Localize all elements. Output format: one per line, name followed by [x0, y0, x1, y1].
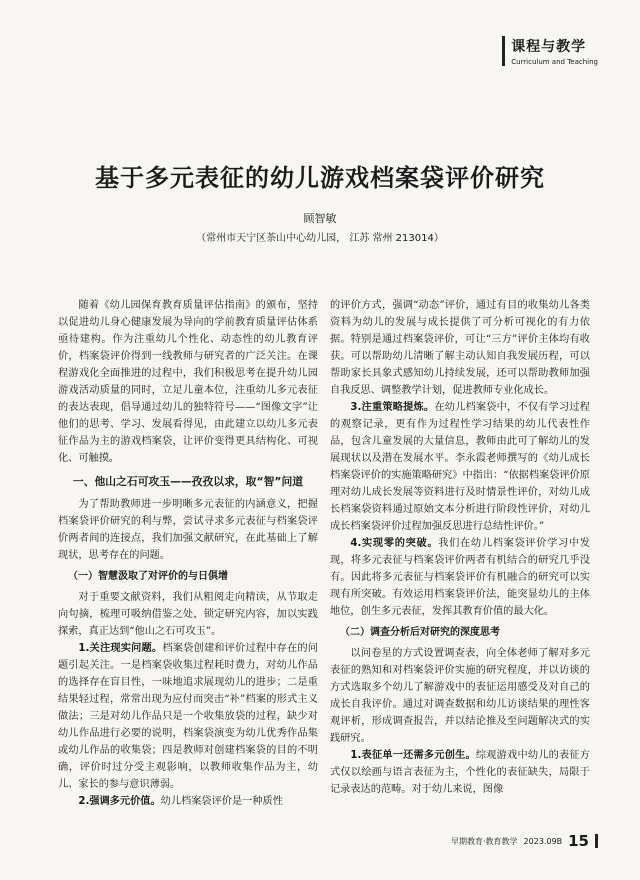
numbered-item-5 [330, 747, 590, 798]
item-lead: 3.注重策略提炼。 [350, 402, 435, 413]
paragraph: 对于重要文献资料，我们从粗阅走向精读，从节取走向句摘，梳理可吸纳借鉴之处，锁定研究内容，加以实践探索，真正达到“他山之石可攻玉”。 [58, 592, 318, 637]
author-affiliation: （常州市天宁区茶山中心幼儿园， 江苏 常州 213014） [196, 233, 444, 244]
item-body: 在幼儿档案袋中，不仅有学习过程的观察记录，更有作为过程性学习结果的幼儿代表性作品，包含儿童发展的大量信息，教师由此可了解幼儿的发展现状以及潜在发展水平。李永霞老师撰写的《幼儿成长档案袋评价的实施策略研究》中指出：“依据档案袋评价原理对幼儿成长发展等资料进行及时情景性评价，对幼儿成长档案袋资料通过原始文本分析进行阶段性评价，对幼儿成长档案袋评价过程加强反思进行总结性评价。” [330, 402, 590, 532]
item-body: 幼儿档案袋评价是一种质性 [160, 796, 283, 807]
subsection-heading-1: （一）智慧汲取了对评价的与日俱增 [68, 571, 228, 582]
item-lead: 2.强调多元价值。 [78, 796, 161, 807]
article-author: 顾智敏 [303, 212, 337, 225]
issue-number: 2023.09B [523, 836, 563, 846]
item-body: 综观游戏中幼儿的表征方式仅以绘画与语言表征为主，个性化的表征缺失，局限于记录表达的范畴。对于幼儿来说，图像 [330, 750, 590, 795]
journal-name: 早期教育·教育教学 [451, 836, 518, 846]
numbered-item-4 [330, 535, 590, 620]
section-name: 课程与教学 [511, 39, 587, 55]
item-body: 我们在幼儿档案袋评价学习中发现，将多元表征与档案袋评价两者有机结合的研究几乎没有。因此将多元表征与档案袋评价有机融合的研究可以实现有所突破。有效运用档案袋评价法，能突显幼儿的主体地位，创生多元表征，发挥其教育价值的最大化。 [330, 538, 590, 617]
section-heading-1: 一、他山之石可攻玉——孜孜以求，取“智”问道 [72, 475, 304, 488]
paragraph: 以问卷星的方式设置调查表，向全体老师了解对多元表征的熟知和对档案袋评价实施的研究程度，并以访谈的方式选取多个幼儿了解游戏中的表征运用感受及对自己的成长自我评价。通过对调查数据和幼儿访谈结果的理性客观评析，形成调查报告，并以结论推及至问题解决式的实践研究。 [330, 648, 590, 744]
section-name-english: Curriculum and Teaching [511, 58, 598, 66]
numbered-item-2 [58, 793, 318, 810]
right-column [330, 297, 590, 798]
left-column [58, 297, 318, 810]
section-tag [502, 36, 598, 66]
page-footer [451, 832, 598, 850]
numbered-item-1 [58, 640, 318, 793]
paragraph-continued: 的评价方式，强调“动态”评价，通过有目的收集幼儿各类资料为幼儿的发展与成长提供了可分析可视化的有力依据。特别是通过档案袋评价，可让“三方”评价主体均有收获。可以帮助幼儿清晰了解主动认知自我发展历程，可以帮助家长具象式感知幼儿持续发展，还可以帮助教师加强自我反思、调整教学计划，促进教师专业化成长。 [330, 300, 590, 396]
footer-bar [595, 834, 598, 848]
item-lead: 4.实现零的突破。 [350, 538, 439, 549]
article-title: 基于多元表征的幼儿游戏档案袋评价研究 [95, 164, 545, 192]
item-lead: 1.关注现实问题。 [78, 643, 163, 654]
item-lead: 1.表征单一还需多元创生。 [350, 750, 476, 761]
numbered-item-3 [330, 399, 590, 535]
item-body: 档案袋创建和评价过程中存在的问题引起关注。一是档案袋收集过程耗时费力，对幼儿作品的选择存在盲目性，一味地追求展现幼儿的进步；二是重结果轻过程，常常出现为应付而突击“补”档案的形式主义做法；三是对幼儿作品只是一个收集放袋的过程，缺少对幼儿作品进行必要的说明，档案袋演变为幼儿优秀作品集或幼儿作品的收集袋；四是教师对创建档案袋的目的不明确，评价时过分受主观影响，以教师收集作品为主，幼儿、家长的参与意识薄弱。 [58, 643, 318, 790]
subsection-heading-2: （二）调查分析后对研究的深度思考 [340, 627, 500, 638]
intro-paragraph: 随着《幼儿园保育教育质量评估指南》的颁布，坚持以促进幼儿身心健康发展为导向的学前教育质量评估体系亟待建构。作为注重幼儿个性化、动态性的幼儿教育评价，档案袋评价得到一线教师与研究者的广泛关注。在课程游戏化全面推进的过程中，我们积极思考在提升幼儿园游戏活动质量的同时，立足儿童本位，注重幼儿多元表征的表达表现，倡导通过幼儿的独特符号——“图像文字”让他们的思考、学习、发展看得见，由此建立以幼儿多元表征作品为主的游戏档案袋，让评价变得更具结构化、可视化、可触摸。 [58, 300, 318, 464]
page-number: 15 [568, 832, 589, 850]
paragraph: 为了帮助教师进一步明晰多元表征的内涵意义，把握档案袋评价研究的利与弊，尝试寻求多元表征与档案袋评价两者间的连接点，我们加强文献研究，在此基础上了解现状，思考存在的问题。 [58, 499, 318, 561]
